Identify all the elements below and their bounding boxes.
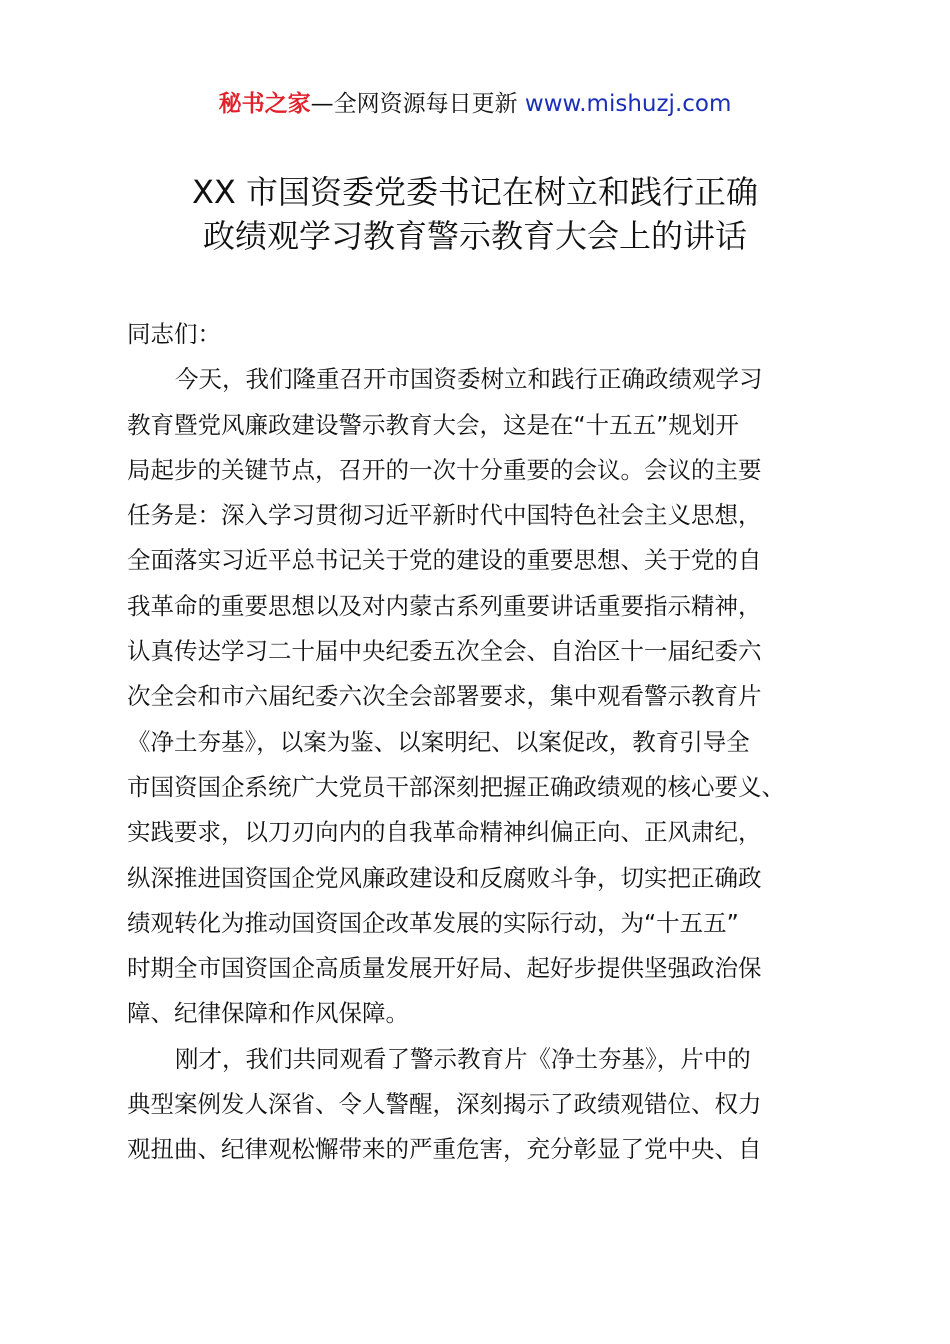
paragraph-line: 市国资国企系统广大党员干部深刻把握正确政绩观的核心要义、 xyxy=(127,772,785,801)
paragraph-line: 时期全市国资国企高质量发展开好局、起好步提供坚强政治保 xyxy=(127,954,762,983)
paragraph-line: 全面落实习近平总书记关于党的建设的重要思想、关于党的自 xyxy=(127,546,762,575)
paragraph-line: 纵深推进国资国企党风廉政建设和反腐败斗争，切实把正确政 xyxy=(127,863,762,892)
paragraph-line: 我革命的重要思想以及对内蒙古系列重要讲话重要指示精神， xyxy=(127,591,762,620)
paragraph-line: 实践要求，以刀刃向内的自我革命精神纠偏正向、正风肃纪， xyxy=(127,818,762,847)
paragraph-line: 绩观转化为推动国资国企改革发展的实际行动，为“十五五” xyxy=(127,908,739,937)
paragraph-line: 障、纪律保障和作风保障。 xyxy=(127,999,409,1028)
brand-name: 秘书之家 xyxy=(218,91,311,117)
document-body xyxy=(127,312,832,1173)
site-header xyxy=(0,88,950,120)
paragraph-line: 今天，我们隆重召开市国资委树立和践行正确政绩观学习 xyxy=(175,365,763,394)
paragraph-line: 局起步的关键节点，召开的一次十分重要的会议。会议的主要 xyxy=(127,455,762,484)
paragraph-line: 刚才，我们共同观看了警示教育片《净土夯基》，片中的 xyxy=(175,1044,751,1073)
document-title xyxy=(0,170,950,258)
paragraph-line: 典型案例发人深省、令人警醒，深刻揭示了政绩观错位、权力 xyxy=(127,1090,762,1119)
paragraph-line: 《净土夯基》，以案为鉴、以案明纪、以案促改，教育引导全 xyxy=(127,727,750,756)
header-tagline: —全网资源每日更新 xyxy=(310,91,525,117)
title-line: XX 市国资委党委书记在树立和践行正确 xyxy=(191,173,759,211)
site-url-link[interactable]: www.mishuzj.com xyxy=(524,91,732,117)
paragraph-2 xyxy=(127,1037,832,1173)
paragraph-line: 认真传达学习二十届中央纪委五次全会、自治区十一届纪委六 xyxy=(127,637,762,666)
paragraph-line: 次全会和市六届纪委六次全会部署要求，集中观看警示教育片 xyxy=(127,682,762,711)
paragraph-line: 任务是：深入学习贯彻习近平新时代中国特色社会主义思想， xyxy=(127,501,762,530)
title-line: 政绩观学习教育警示教育大会上的讲话 xyxy=(202,217,747,255)
paragraph-line: 教育暨党风廉政建设警示教育大会，这是在“十五五”规划开 xyxy=(127,410,739,439)
paragraph-line: 观扭曲、纪律观松懈带来的严重危害，充分彰显了党中央、自 xyxy=(127,1135,762,1164)
paragraph-1 xyxy=(127,357,832,1036)
greeting: 同志们： xyxy=(127,320,221,348)
